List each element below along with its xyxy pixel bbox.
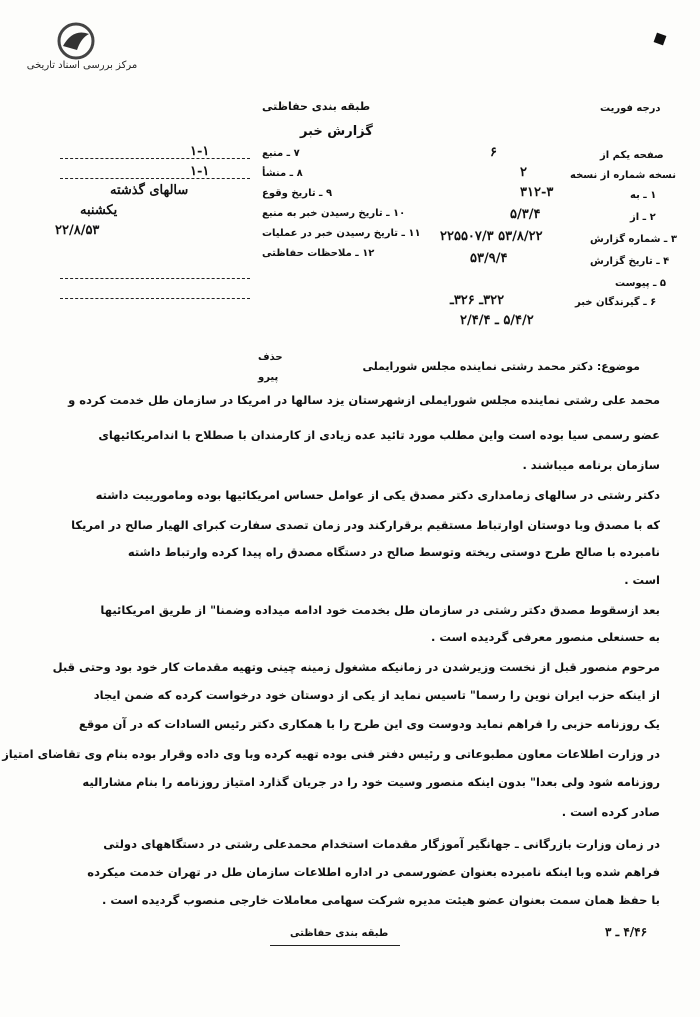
body-line: به حسنعلی منصور معرفی گردیده است . [430, 630, 660, 644]
field-value: ۵/۴/۲ ـ ۲/۴/۴ [460, 313, 534, 328]
body-line: دکتر رشتی در سالهای زمامداری دکتر مصدق یکی از عوامل حساس امریکائیها بوده ومامورییت داشته [95, 488, 660, 502]
logo-caption: مرکز بررسی اسناد تاریخی [26, 60, 138, 71]
body-line: سازمان برنامه میباشند . [522, 458, 660, 472]
field-label: ۱ ـ به [630, 190, 657, 201]
footer-line [270, 945, 400, 946]
delete-mark: حذف [258, 352, 283, 363]
classification-top: طبقه بندی حفاظتی [262, 100, 371, 113]
body-line: عضو رسمی سیا بوده است واین مطلب مورد تائید عده زیادی از کارمندان با صطلاح با اندامریکائیهای [98, 428, 660, 442]
field-label: ۱۱ ـ تاریخ رسیدن خبر در عملیات [262, 228, 421, 239]
field-line [60, 178, 250, 179]
field-line [60, 298, 250, 299]
field-label: ۶ ـ گیرندگان خبر [575, 297, 657, 308]
classification-bottom: طبقه بندی حفاظتی [290, 928, 389, 939]
body-line: است . [624, 573, 660, 587]
footer-note: ۴/۴۶ ـ ۳ [605, 925, 648, 939]
field-value: ۱-۱ [190, 164, 210, 179]
field-value: ۵۳/۹/۴ [470, 251, 508, 266]
subject-line: موضوع: دکتر محمد رشتی نماینده مجلس شورایملی [362, 360, 640, 373]
field-label: نسخه شماره از نسخه [570, 170, 676, 181]
field-label: ۲ ـ از [630, 212, 656, 223]
field-label: صفحه یکم از [600, 150, 664, 161]
field-value: ۲۲/۸/۵۳ [55, 223, 100, 238]
field-value: ۵/۳/۴ [510, 207, 541, 222]
body-line: که با مصدق وبا دوستان اوارتباط مستقیم برقرارکند ودر زمان تصدی سفارت کبرای الهیار صالح در امریکا [71, 518, 660, 532]
field-value: سالهای گذشته [110, 183, 189, 198]
follow-mark: پیرو [258, 372, 279, 383]
field-line [60, 278, 250, 279]
field-label: ۴ ـ تاریخ گزارش [590, 256, 670, 267]
field-label: ۸ ـ منشأ [262, 168, 303, 179]
report-type: گزارش خبر [300, 124, 373, 139]
field-line [60, 158, 250, 159]
body-line: یک روزنامه حزبی را فراهم نماید ودوست وی این طرح را با همکاری دکتر رئیس السادات که در آن موقع [78, 717, 660, 731]
body-line: بعد ازسقوط مصدق دکتر رشتی در سازمان طل بخدمت خود ادامه میداده وضمنا" از طریق امریکائیها [100, 603, 660, 617]
field-label: ۱۲ ـ ملاحظات حفاظتی [262, 248, 375, 259]
body-line: مرحوم منصور قبل از نخست وزیرشدن در زمانیکه مشغول زمینه چینی وتهیه مقدمات کار خود بود وحتی قبل [52, 660, 660, 674]
field-value: ۲۲۵۵۰۷/۳ ۵۳/۸/۲۲ [440, 229, 543, 244]
field-value: ۱-۱ [190, 144, 210, 159]
body-line: صادر کرده است . [561, 805, 660, 819]
field-label: ۹ ـ تاریخ وقوع [262, 188, 333, 199]
field-label: ۷ ـ منبع [262, 148, 300, 159]
field-value: ۲ [520, 165, 527, 180]
body-line: در وزارت اطلاعات معاون مطبوعاتی و رئیس دفتر فنی بوده تهیه کرده وبا وی داده وقرار بوده بنام وی تقاضای امتیاز [2, 747, 660, 761]
body-line: فراهم شده وبا اینکه نامبرده بعنوان عضورسمی در اداره اطلاعات سازمان طل در تهران خدمت میکرده [87, 865, 660, 879]
body-line: نامبرده با صالح طرح دوستی ریخته وتوسط صالح در دستگاه مصدق راه پیدا کرده وارتباط داشته [127, 545, 660, 559]
body-line: در زمان وزارت بازرگانی ـ جهانگیر آموزگار مقدمات استخدام محمدعلی رشتی در دستگاههای دولتی [103, 837, 660, 851]
body-line: روزنامه شود ولی بعدا" بدون اینکه منصور وسیت خود را در جریان گذارد امتیاز روزنامه را بنام مشارالیه [82, 775, 660, 789]
field-value: یکشنبه [80, 203, 118, 218]
field-label: ۳ ـ شماره گزارش [590, 234, 677, 245]
priority-label: درجه فوریت [600, 103, 661, 114]
body-line: محمد علی رشتی نماینده مجلس شورایملی ازشهرستان یزد سالها در امریکا در سازمان طل خدمت کرده و [68, 393, 660, 407]
field-value: ۳۲۲ـ ۳۲۶ـ [450, 293, 505, 308]
field-value: ۳۱۲-۳ [520, 185, 554, 200]
field-label: ۱۰ ـ تاریخ رسیدن خبر به منبع [262, 208, 406, 219]
field-label: ۵ ـ پیوست [615, 278, 667, 289]
corner-mark [654, 33, 667, 46]
body-line: با حفظ همان سمت بعنوان عضو هیئت مدیره شرکت سهامی معاملات خارجی منصوب گردیده است . [102, 893, 660, 907]
field-value: ۶ [490, 145, 497, 160]
body-line: از اینکه حزب ایران نوین را رسما" تاسیس نماید از یکی از دوستان خود درخواست کرده که ضمن ایجاد [93, 688, 660, 702]
archive-logo-icon [55, 22, 97, 60]
